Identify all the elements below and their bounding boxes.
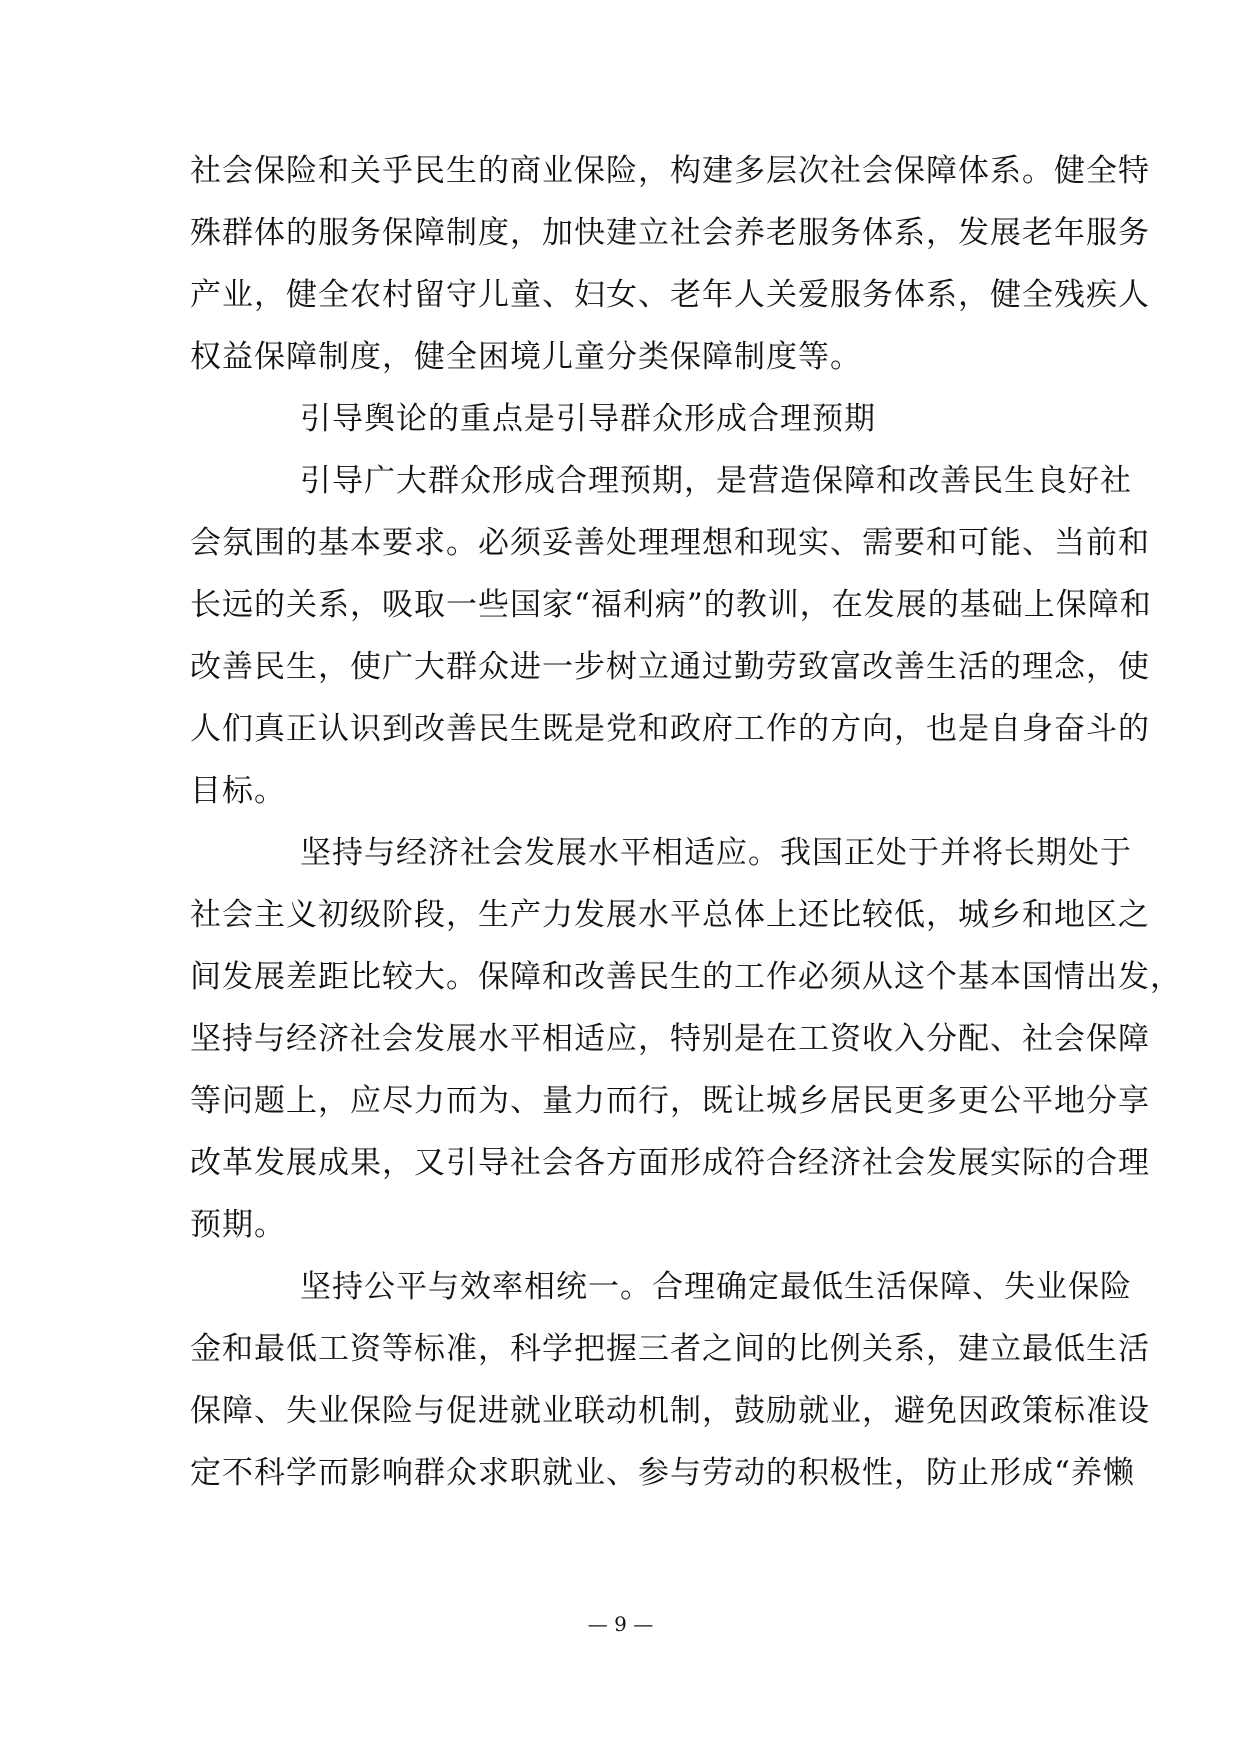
paragraph-line: 殊群体的服务保障制度，加快建立社会养老服务体系，发展老年服务 (190, 215, 1150, 251)
paragraph-line: 产业，健全农村留守儿童、妇女、老年人关爱服务体系，健全残疾人 (190, 277, 1150, 313)
paragraph-line: 坚持与经济社会发展水平相适应。我国正处于并将长期处于 (300, 835, 1132, 871)
paragraph-line: 引导广大群众形成合理预期，是营造保障和改善民生良好社 (300, 463, 1132, 499)
paragraph-line: 改革发展成果，又引导社会各方面形成符合经济社会发展实际的合理 (190, 1145, 1150, 1181)
paragraph-line: 权益保障制度，健全困境儿童分类保障制度等。 (190, 339, 862, 375)
section-heading: 引导舆论的重点是引导群众形成合理预期 (300, 401, 876, 437)
paragraph-line: 社会主义初级阶段，生产力发展水平总体上还比较低，城乡和地区之 (190, 897, 1150, 933)
paragraph-line: 间发展差距比较大。保障和改善民生的工作必须从这个基本国情出发， (190, 959, 1182, 995)
paragraph-line: 保障、失业保险与促进就业联动机制，鼓励就业，避免因政策标准设 (190, 1393, 1150, 1429)
paragraph-line: 会氛围的基本要求。必须妥善处理理想和现实、需要和可能、当前和 (190, 525, 1150, 561)
page-number: — 9 — (587, 1612, 654, 1636)
paragraph-line: 目标。 (190, 773, 286, 809)
paragraph-line: 金和最低工资等标准，科学把握三者之间的比例关系，建立最低生活 (190, 1331, 1150, 1367)
paragraph-line: 人们真正认识到改善民生既是党和政府工作的方向，也是自身奋斗的 (190, 711, 1150, 747)
paragraph-line: 坚持与经济社会发展水平相适应，特别是在工资收入分配、社会保障 (190, 1021, 1150, 1057)
paragraph-line: 社会保险和关乎民生的商业保险，构建多层次社会保障体系。健全特 (190, 153, 1150, 189)
paragraph-line: 等问题上，应尽力而为、量力而行，既让城乡居民更多更公平地分享 (190, 1083, 1150, 1119)
paragraph-line: 改善民生，使广大群众进一步树立通过勤劳致富改善生活的理念，使 (190, 649, 1150, 685)
paragraph-line: 长远的关系，吸取一些国家“福利病”的教训，在发展的基础上保障和 (190, 587, 1152, 623)
paragraph-line: 坚持公平与效率相统一。合理确定最低生活保障、失业保险 (300, 1269, 1132, 1305)
paragraph-line: 预期。 (190, 1207, 286, 1243)
paragraph-line: 定不科学而影响群众求职就业、参与劳动的积极性，防止形成“养懒 (190, 1455, 1135, 1491)
